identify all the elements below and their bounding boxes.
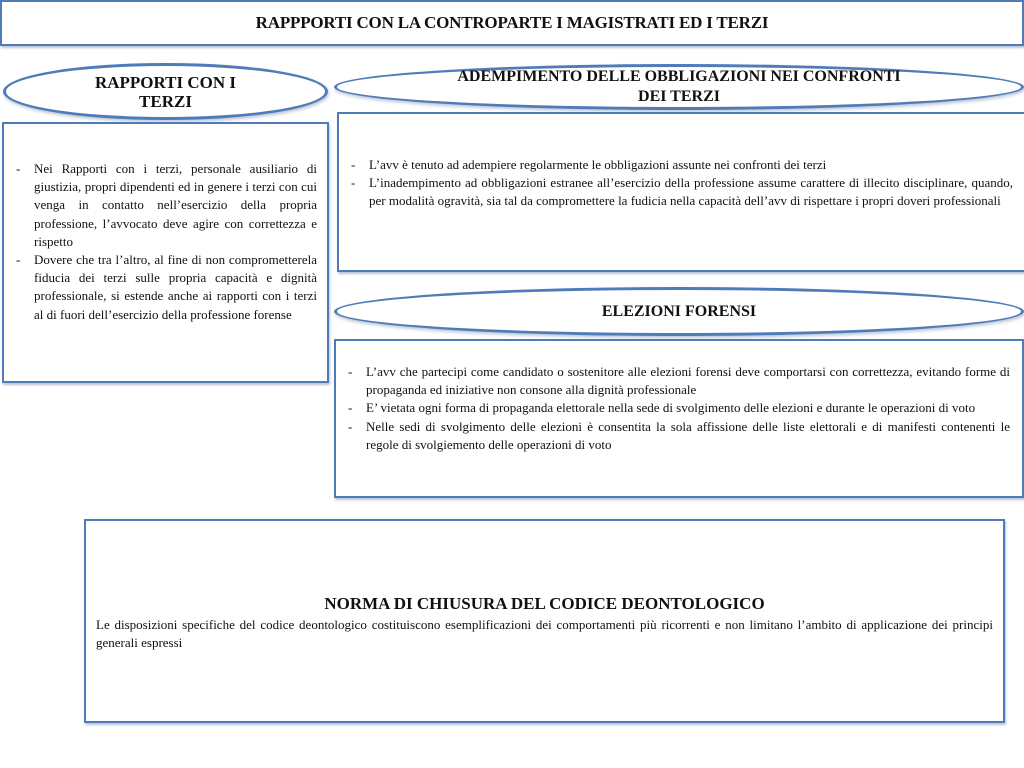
list-elezioni — [344, 363, 1010, 454]
list-item: - Nei Rapporti con i terzi, personale ausiliario di giustizia, propri dipendenti ed in genere i terzi con cui venga in contatto nell’esercizio della propria professione, l’avvocato deve agire con correttezza e rispetto — [12, 160, 317, 251]
list-item: - Dovere che tra l’altro, al fine di non comprometterela fiducia dei terzi sulle propria capacità e dignità professionale, si estende anche ai rapporti con i terzi al di fuori dell’esercizio della professione forense — [12, 251, 317, 324]
content-box-chiusura — [84, 519, 1005, 723]
text-chiusura: Le disposizioni specifiche del codice deontologico costituiscono esemplificazioni dei comportamenti più ricorrenti e non limitano l’ambito di applicazione dei principi generali espressi — [96, 617, 993, 651]
list-item: - E’ vietata ogni forma di propaganda elettorale nella sede di svolgimento delle elezioni e durante le operazioni di voto — [344, 399, 1010, 417]
list-item: - L’inadempimento ad obbligazioni estranee all’esercizio della professione assume carattere di illecito disciplinare, quando, per modalità ogravità, sia tal da compromettere la fudicia nella capacità dell’avv di rispettare i propri doveri professionali — [347, 174, 1013, 210]
list-adempimento — [347, 156, 1013, 211]
heading-oval-adempimento — [334, 64, 1024, 110]
heading-adempimento: ADEMPIMENTO DELLE OBBLIGAZIONI NEI CONFRONTI DEI TERZI — [457, 68, 901, 105]
content-box-elezioni — [334, 339, 1024, 498]
heading-elezioni: ELEZIONI FORENSI — [601, 302, 757, 320]
page-title-box — [0, 0, 1024, 46]
heading-oval-elezioni — [334, 287, 1024, 336]
page-title: RAPPPORTI CON LA CONTROPARTE I MAGISTRATI ED I TERZI — [255, 13, 769, 32]
heading-chiusura: NORMA DI CHIUSURA DEL CODICE DEONTOLOGICO — [324, 594, 765, 613]
list-item: - L’avv è tenuto ad adempiere regolarmente le obbligazioni assunte nei confronti dei terzi — [347, 156, 1013, 174]
heading-oval-rapporti-terzi — [3, 63, 328, 120]
content-box-rapporti-terzi — [2, 122, 329, 383]
list-rapporti-terzi — [12, 160, 317, 324]
list-item: - Nelle sedi di svolgimento delle elezioni è consentita la sola affissione delle liste elettorali e di manifesti contenenti le regole di svolgiemento delle operazioni di voto — [344, 418, 1010, 454]
content-box-adempimento — [337, 112, 1024, 272]
heading-rapporti-terzi: RAPPORTI CON I TERZI — [94, 72, 237, 111]
list-item: - L’avv che partecipi come candidato o sostenitore alle elezioni forensi deve comportarsi con correttezza, evitando forme di propaganda ed iniziative non consone alla dignità professionale — [344, 363, 1010, 399]
